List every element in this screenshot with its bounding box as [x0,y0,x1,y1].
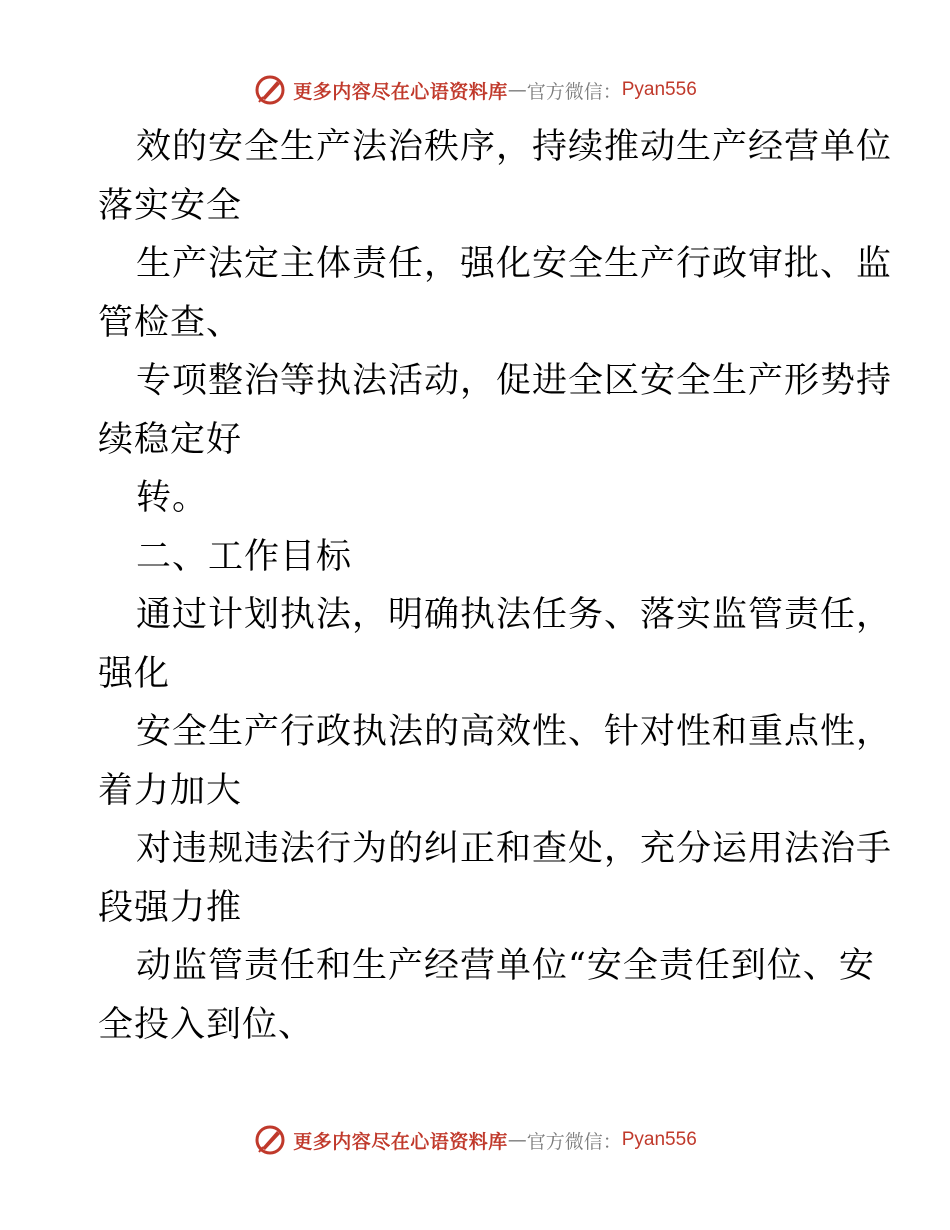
text-line: 强化 [98,653,171,694]
text-line: 段强力推 [98,887,243,928]
text-line: 安全生产行政执法的高效性、针对性和重点性， [136,712,893,752]
banner-separator: — [507,79,527,101]
text-line: 续稳定好 [98,419,243,460]
brand-text: 更多内容尽在心语资料库 [293,1130,508,1153]
wechat-handle: Pyan556 [621,1129,697,1150]
text-line: 效的安全生产法治秩序，持续推动生产经营单位 [136,127,893,167]
text-line: 着力加大 [98,770,243,811]
text-line: 生产法定主体责任，强化安全生产行政审批、监 [136,244,893,284]
wechat-handle: Pyan556 [621,79,697,100]
text-line: 对违规违法行为的纠正和查处，充分运用法治手 [136,829,893,869]
quill-logo-icon [253,73,287,107]
text-line: 管检查、 [98,302,243,343]
wechat-label: 官方微信： [526,1130,622,1153]
text-line: 落实安全 [98,185,243,226]
footer-watermark [0,1120,950,1160]
text-line: 动监管责任和生产经营单位“安全责任到位、安 [136,946,875,986]
text-line: 转。 [136,478,209,518]
text-line: 通过计划执法，明确执法任务、落实监管责任， [136,595,893,635]
quill-logo-icon [253,1123,287,1157]
header-watermark [0,70,950,110]
text-line: 全投入到位、 [98,1004,315,1045]
wechat-label: 官方微信： [526,80,622,103]
banner-separator: — [507,1129,527,1151]
brand-text: 更多内容尽在心语资料库 [293,80,508,103]
document-body [98,118,893,1054]
text-line: 二、工作目标 [136,536,353,577]
text-line: 专项整治等执法活动，促进全区安全生产形势持 [136,361,893,401]
